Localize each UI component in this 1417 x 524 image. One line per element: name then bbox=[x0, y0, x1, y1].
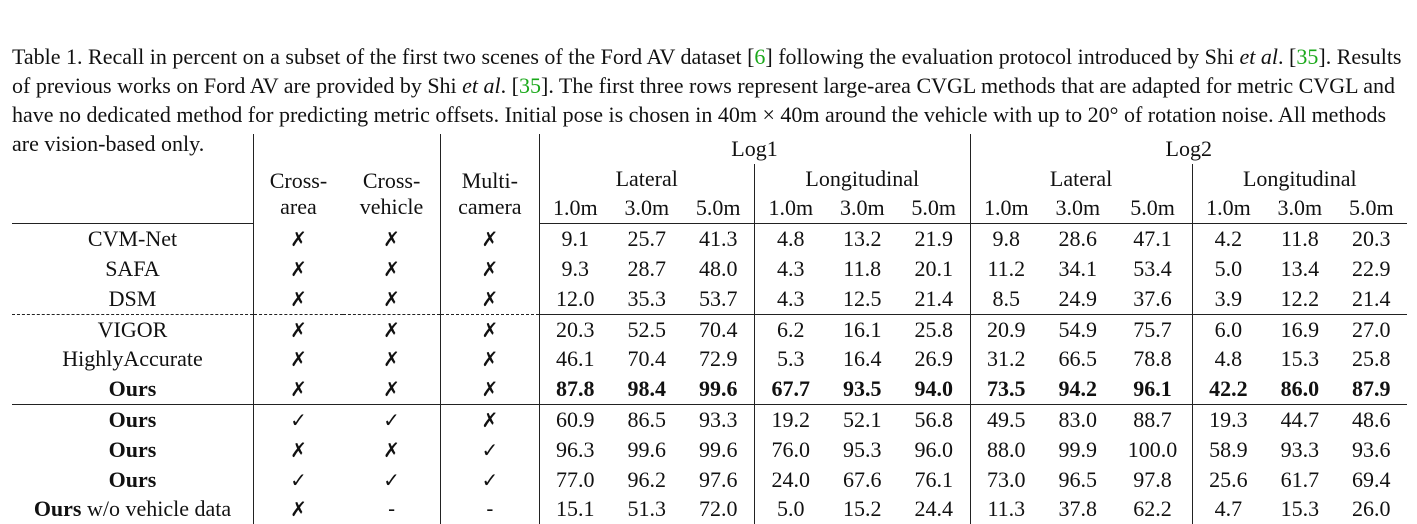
method-cell bbox=[12, 465, 254, 495]
recall-value: 86.5 bbox=[611, 405, 682, 435]
recall-value: 21.9 bbox=[914, 226, 953, 252]
caption-et-al: et al bbox=[1239, 44, 1279, 69]
cross-vehicle-flag: ✗ bbox=[383, 437, 400, 462]
method-cell bbox=[12, 374, 254, 404]
recall-value: 12.0 bbox=[539, 284, 611, 314]
cross-vehicle-flag: ✓ bbox=[343, 405, 441, 435]
recall-value: 96.1 bbox=[1133, 376, 1172, 402]
recall-value: 4.3 bbox=[755, 284, 827, 314]
recall-value: 4.2 bbox=[1192, 224, 1264, 254]
recall-value: 28.7 bbox=[627, 256, 666, 282]
header-row-directions bbox=[12, 164, 1407, 194]
recall-value: 16.9 bbox=[1264, 314, 1335, 344]
recall-value: 34.1 bbox=[1058, 256, 1097, 282]
multi-camera-header bbox=[441, 164, 539, 224]
recall-value: 93.5 bbox=[843, 376, 882, 402]
multi-camera-flag: ✓ bbox=[441, 465, 539, 495]
recall-value: 9.8 bbox=[970, 224, 1042, 254]
recall-value: 66.5 bbox=[1058, 346, 1097, 372]
recall-value: 4.7 bbox=[1192, 495, 1264, 524]
log1-header: Log1 bbox=[539, 134, 970, 164]
recall-value: 96.5 bbox=[1058, 466, 1097, 492]
recall-value: 15.2 bbox=[843, 496, 882, 522]
multi-camera-flag: ✗ bbox=[441, 345, 539, 375]
method-name: VIGOR bbox=[97, 316, 168, 342]
recall-value: 88.0 bbox=[970, 435, 1042, 465]
method-header bbox=[12, 134, 254, 164]
table-header bbox=[12, 134, 1407, 224]
recall-value: 99.6 bbox=[698, 376, 738, 402]
citation-link[interactable]: 6 bbox=[754, 44, 766, 69]
recall-value: 52.5 bbox=[611, 314, 682, 344]
recall-value: 12.5 bbox=[827, 284, 898, 314]
table-body bbox=[12, 224, 1407, 524]
threshold-header: 5.0m bbox=[682, 194, 754, 224]
cross-vehicle-flag: ✗ bbox=[343, 314, 441, 344]
table-row bbox=[12, 465, 1407, 495]
multi-camera-flag: ✓ bbox=[441, 435, 539, 465]
recall-value: 20.3 bbox=[1352, 226, 1391, 252]
recall-value: 99.6 bbox=[698, 436, 738, 462]
recall-value: 70.4 bbox=[627, 346, 666, 372]
recall-value: 6.0 bbox=[1192, 314, 1264, 344]
recall-value: 58.9 bbox=[1192, 435, 1264, 465]
recall-value: 96.2 bbox=[627, 466, 666, 492]
cross-area-flag: ✓ bbox=[254, 465, 343, 495]
table-row bbox=[12, 284, 1407, 314]
method-name: Ours bbox=[108, 407, 157, 433]
method-name: Ours bbox=[33, 496, 82, 522]
results-table bbox=[12, 134, 1407, 524]
recall-value: 26.0 bbox=[1352, 496, 1391, 522]
recall-value: 11.8 bbox=[843, 256, 882, 282]
cross-area-flag: ✗ bbox=[254, 374, 343, 404]
recall-value: 15.1 bbox=[539, 495, 611, 524]
recall-value: 21.4 bbox=[898, 284, 970, 314]
recall-value: 19.3 bbox=[1192, 405, 1264, 435]
log2-longitudinal-header: Longitudinal bbox=[1192, 164, 1407, 194]
recall-value: 35.3 bbox=[611, 284, 682, 314]
recall-value: 15.3 bbox=[1280, 496, 1320, 522]
caption-part: ]. Results of previous works on Ford AV are provided by Shi bbox=[12, 44, 1402, 98]
log1-longitudinal-header: Longitudinal bbox=[755, 164, 971, 194]
threshold-header: 1.0m bbox=[755, 194, 827, 224]
threshold-header: 3.0m bbox=[1264, 194, 1335, 224]
method-header bbox=[12, 164, 254, 194]
cross-area-header-blank bbox=[254, 134, 343, 164]
method-name: Ours bbox=[108, 436, 157, 462]
cross-vehicle-flag: ✗ bbox=[383, 286, 400, 311]
recall-value: 4.8 bbox=[755, 224, 827, 254]
recall-value: 11.8 bbox=[1281, 226, 1319, 252]
recall-value: 5.0 bbox=[1192, 254, 1264, 284]
recall-value: 99.9 bbox=[1058, 436, 1097, 462]
recall-value: 93.6 bbox=[1352, 436, 1391, 462]
recall-value: 20.1 bbox=[914, 256, 953, 282]
recall-value: 60.9 bbox=[539, 405, 611, 435]
recall-value: 96.0 bbox=[914, 436, 953, 462]
recall-value: 25.8 bbox=[1352, 346, 1391, 372]
recall-value: 93.3 bbox=[1280, 436, 1320, 462]
recall-value: 56.8 bbox=[898, 405, 970, 435]
multi-camera-header-blank bbox=[441, 134, 539, 164]
header-row-logs bbox=[12, 134, 1407, 164]
recall-value: 51.3 bbox=[627, 496, 666, 522]
multi-camera-header-line2: camera bbox=[458, 193, 522, 219]
multi-camera-header-line1: Multi- bbox=[461, 167, 518, 193]
caption-part: . [ bbox=[1278, 44, 1297, 69]
recall-value: 86.0 bbox=[1280, 376, 1320, 402]
recall-value: 94.2 bbox=[1058, 376, 1097, 402]
cross-area-header-line1: Cross- bbox=[269, 167, 328, 193]
table-row bbox=[12, 345, 1407, 375]
cross-area-flag: ✗ bbox=[254, 224, 343, 254]
recall-value: 67.6 bbox=[843, 466, 882, 492]
threshold-header: 5.0m bbox=[898, 194, 970, 224]
cross-area-flag: ✗ bbox=[254, 345, 343, 375]
recall-value: 13.2 bbox=[843, 226, 882, 252]
recall-value: 13.4 bbox=[1280, 256, 1320, 282]
multi-camera-flag: ✗ bbox=[441, 405, 539, 435]
recall-value: 15.3 bbox=[1280, 346, 1320, 372]
recall-value: 31.2 bbox=[970, 345, 1042, 375]
recall-value: 73.5 bbox=[970, 374, 1042, 404]
cross-area-flag: ✗ bbox=[254, 495, 343, 524]
recall-value: 20.3 bbox=[539, 314, 611, 344]
caption-part: . [ bbox=[500, 73, 519, 98]
table-row bbox=[12, 374, 1407, 404]
recall-value: 70.4 bbox=[682, 314, 754, 344]
cross-area-flag: ✗ bbox=[254, 435, 343, 465]
multi-camera-flag: ✗ bbox=[441, 314, 539, 344]
recall-value: 8.5 bbox=[970, 284, 1042, 314]
caption-part: ]. The first three rows represent large-area CVGL methods that are adapted for metric CVGL and have no dedicated method for predicting metric offsets. Initial pose is chosen in 40m × 40m around the vehicle with up to 20° of rotation noise. All methods are vision-based only. bbox=[12, 73, 1396, 156]
recall-value: 24.0 bbox=[755, 465, 827, 495]
recall-value: 77.0 bbox=[539, 465, 611, 495]
recall-value: 46.1 bbox=[539, 345, 611, 375]
recall-value: 67.7 bbox=[755, 374, 827, 404]
cross-vehicle-header bbox=[343, 164, 441, 224]
method-name: CVM-Net bbox=[87, 226, 178, 252]
recall-value: 83.0 bbox=[1042, 405, 1113, 435]
recall-value: 95.3 bbox=[843, 436, 882, 462]
recall-value: 11.2 bbox=[970, 254, 1042, 284]
recall-value: 11.3 bbox=[970, 495, 1042, 524]
recall-value: 99.6 bbox=[627, 436, 666, 462]
table-row bbox=[12, 405, 1407, 435]
recall-value: 5.3 bbox=[755, 345, 827, 375]
recall-value: 76.0 bbox=[755, 435, 827, 465]
recall-value: 37.6 bbox=[1113, 284, 1192, 314]
threshold-header: 3.0m bbox=[827, 194, 898, 224]
cross-area-header-line2: area bbox=[280, 193, 317, 219]
recall-value: 44.7 bbox=[1264, 405, 1335, 435]
cross-vehicle-flag: ✗ bbox=[383, 257, 400, 282]
method-suffix: w/o vehicle data bbox=[81, 496, 232, 522]
recall-value: 16.4 bbox=[843, 346, 882, 372]
method-cell bbox=[12, 345, 254, 375]
recall-value: 27.0 bbox=[1336, 314, 1407, 344]
threshold-header: 5.0m bbox=[1336, 194, 1407, 224]
recall-value: 75.7 bbox=[1113, 314, 1192, 344]
threshold-header: 1.0m bbox=[970, 194, 1042, 224]
recall-value: 94.0 bbox=[914, 376, 953, 402]
recall-value: 26.9 bbox=[914, 346, 953, 372]
recall-value: 48.0 bbox=[698, 256, 738, 282]
recall-value: 98.4 bbox=[627, 376, 666, 402]
multi-camera-flag: ✗ bbox=[441, 374, 539, 404]
recall-value: 9.1 bbox=[539, 224, 611, 254]
recall-value: 4.8 bbox=[1192, 345, 1264, 375]
recall-value: 97.8 bbox=[1133, 466, 1172, 492]
recall-value: 5.0 bbox=[755, 495, 827, 524]
method-name: HighlyAccurate bbox=[62, 346, 203, 372]
recall-value: 93.3 bbox=[682, 405, 754, 435]
log2-lateral-header: Lateral bbox=[970, 164, 1192, 194]
recall-value: 16.1 bbox=[827, 314, 898, 344]
recall-value: 100.0 bbox=[1127, 436, 1178, 462]
method-name: Ours bbox=[108, 466, 157, 492]
recall-value: 47.1 bbox=[1133, 226, 1172, 252]
threshold-header: 3.0m bbox=[1042, 194, 1113, 224]
recall-value: 25.7 bbox=[627, 226, 666, 252]
recall-value: 48.6 bbox=[1336, 405, 1407, 435]
threshold-header: 1.0m bbox=[1192, 194, 1264, 224]
threshold-header: 3.0m bbox=[611, 194, 682, 224]
cross-area-flag: ✗ bbox=[254, 314, 343, 344]
multi-camera-flag: ✗ bbox=[441, 254, 539, 284]
cross-vehicle-flag: ✗ bbox=[383, 347, 400, 372]
cross-vehicle-flag: ✗ bbox=[383, 227, 400, 252]
recall-value: 87.8 bbox=[539, 374, 611, 404]
citation-link[interactable]: 35 bbox=[1296, 44, 1319, 69]
cross-area-flag: ✗ bbox=[254, 254, 343, 284]
recall-value: 21.4 bbox=[1336, 284, 1407, 314]
method-name: SAFA bbox=[105, 256, 160, 282]
recall-value: 78.8 bbox=[1133, 346, 1172, 372]
recall-value: 41.3 bbox=[698, 226, 738, 252]
method-name: Ours bbox=[108, 376, 157, 402]
recall-value: 88.7 bbox=[1113, 405, 1192, 435]
method-cell bbox=[12, 284, 254, 314]
recall-value: 25.8 bbox=[898, 314, 970, 344]
citation-link[interactable]: 35 bbox=[519, 73, 541, 98]
threshold-header: 1.0m bbox=[539, 194, 611, 224]
method-cell bbox=[12, 224, 254, 254]
recall-value: 28.6 bbox=[1058, 226, 1097, 252]
log2-header: Log2 bbox=[970, 134, 1407, 164]
caption-part: ] following the evaluation protocol introduced by Shi bbox=[765, 44, 1240, 69]
recall-value: 9.3 bbox=[539, 254, 611, 284]
table-row bbox=[12, 254, 1407, 284]
threshold-header: 5.0m bbox=[1113, 194, 1192, 224]
recall-value: 96.3 bbox=[539, 435, 611, 465]
recall-value: 76.1 bbox=[914, 466, 953, 492]
cross-area-flag: ✗ bbox=[254, 284, 343, 314]
table-row bbox=[12, 435, 1407, 465]
caption-part: Table 1. Recall in percent on a subset of the first two scenes of the Ford AV dataset [ bbox=[12, 44, 755, 69]
cross-area-flag: ✓ bbox=[254, 405, 343, 435]
method-cell bbox=[12, 314, 254, 344]
recall-value: 73.0 bbox=[970, 465, 1042, 495]
method-header bbox=[12, 194, 254, 224]
recall-value: 12.2 bbox=[1264, 284, 1335, 314]
method-cell bbox=[12, 435, 254, 465]
recall-value: 37.8 bbox=[1058, 496, 1097, 522]
log1-lateral-header: Lateral bbox=[539, 164, 755, 194]
multi-camera-flag: ✗ bbox=[441, 284, 539, 314]
recall-value: 20.9 bbox=[970, 314, 1042, 344]
recall-value: 52.1 bbox=[827, 405, 898, 435]
table-row bbox=[12, 224, 1407, 254]
table-row bbox=[12, 314, 1407, 344]
method-cell bbox=[12, 405, 254, 435]
method-name: DSM bbox=[108, 285, 157, 311]
caption-et-al: et al bbox=[462, 73, 501, 98]
recall-value: 24.9 bbox=[1042, 284, 1113, 314]
recall-value: 25.6 bbox=[1192, 465, 1264, 495]
recall-value: 61.7 bbox=[1280, 466, 1320, 492]
recall-value: 97.6 bbox=[698, 466, 738, 492]
recall-value: 3.9 bbox=[1192, 284, 1264, 314]
cross-vehicle-flag: - bbox=[387, 497, 396, 522]
recall-value: 22.9 bbox=[1352, 256, 1391, 282]
recall-value: 69.4 bbox=[1352, 466, 1391, 492]
recall-value: 72.9 bbox=[698, 346, 738, 372]
recall-value: 19.2 bbox=[755, 405, 827, 435]
recall-value: 53.7 bbox=[682, 284, 754, 314]
recall-value: 4.3 bbox=[755, 254, 827, 284]
recall-value: 62.2 bbox=[1133, 496, 1172, 522]
cross-area-header bbox=[254, 164, 343, 224]
cross-vehicle-header-blank bbox=[343, 134, 441, 164]
cross-vehicle-header-line2: vehicle bbox=[359, 193, 424, 219]
method-cell bbox=[12, 254, 254, 284]
recall-value: 42.2 bbox=[1192, 374, 1264, 404]
cross-vehicle-header-line1: Cross- bbox=[362, 167, 421, 193]
recall-value: 6.2 bbox=[755, 314, 827, 344]
cross-vehicle-flag: ✓ bbox=[383, 467, 400, 492]
recall-value: 49.5 bbox=[970, 405, 1042, 435]
recall-value: 72.0 bbox=[698, 496, 738, 522]
multi-camera-flag: ✗ bbox=[441, 224, 539, 254]
recall-value: 24.4 bbox=[914, 496, 953, 522]
recall-value: 87.9 bbox=[1352, 376, 1391, 402]
recall-value: 53.4 bbox=[1133, 256, 1172, 282]
recall-value: 54.9 bbox=[1042, 314, 1113, 344]
cross-vehicle-flag: ✗ bbox=[383, 377, 400, 402]
header-row-thresholds bbox=[12, 194, 1407, 224]
multi-camera-flag: - bbox=[441, 495, 539, 524]
